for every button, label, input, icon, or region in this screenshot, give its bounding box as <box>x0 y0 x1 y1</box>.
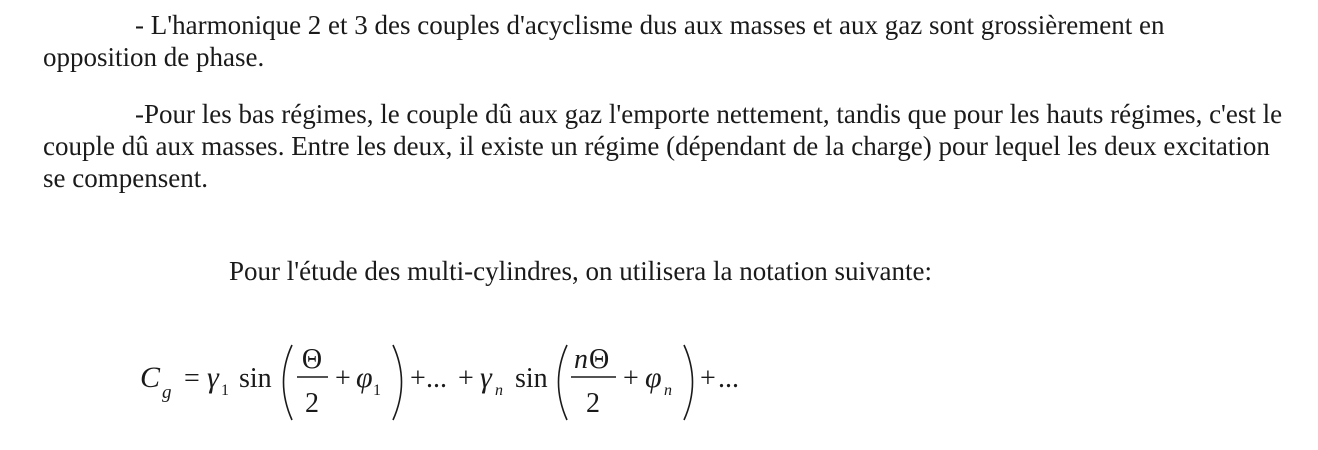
formula-right-paren-2 <box>684 345 693 420</box>
formula-plus-3: + <box>458 363 474 394</box>
formula-two-2: 2 <box>586 388 600 419</box>
paragraph-regimes <box>43 98 1283 194</box>
formula-sin-1: sin <box>239 363 272 394</box>
formula-left-paren-2 <box>559 345 568 420</box>
formula-sub-1: 1 <box>221 382 229 399</box>
formula-gamma-1: γ <box>207 361 219 394</box>
torque-formula-svg <box>140 340 780 430</box>
formula-C: C <box>140 361 161 394</box>
formula-phi-sub-1: 1 <box>373 382 381 399</box>
formula-phi-1: φ <box>356 361 373 394</box>
formula-sin-2: sin <box>515 363 548 394</box>
formula-left-paren-1 <box>284 345 293 420</box>
formula-phi-sub-n: n <box>664 382 672 399</box>
formula-two-1: 2 <box>305 388 319 419</box>
paragraph-harmonique <box>43 9 1283 73</box>
formula-gamma-n: γ <box>480 361 492 394</box>
formula-plus-4: + <box>623 363 639 394</box>
formula-right-paren-1 <box>393 345 402 420</box>
formula-phi-n: φ <box>645 361 662 394</box>
formula-plus-2: + <box>410 363 426 394</box>
formula-n: n <box>574 344 588 375</box>
formula-plus-1: + <box>335 363 351 394</box>
formula-theta-2: Θ <box>589 344 610 375</box>
torque-formula <box>140 340 780 430</box>
formula-plus-5: + <box>700 363 716 394</box>
paragraph-regimes-text: -Pour les bas régimes, le couple dû aux gaz l'emporte nettement, tandis que pour les hauts régimes, c'est le couple dû aux masses. Entre les deux, il existe un régime (dépendant de la charge) pour lequel les deux excitation se compensent. <box>43 99 1283 193</box>
notation-intro: Pour l'étude des multi-cylindres, on utilisera la notation suivante: <box>229 256 932 286</box>
paragraph-harmonique-text: - L'harmonique 2 et 3 des couples d'acyclisme dus aux masses et aux gaz sont grossièrement en opposition de phase. <box>43 10 1165 72</box>
formula-dots-1: ... <box>426 363 447 394</box>
formula-sub-n: n <box>495 382 503 399</box>
formula-dots-2: ... <box>718 363 739 394</box>
formula-sub-g: g <box>162 382 172 403</box>
formula-equals: = <box>184 363 200 394</box>
formula-theta-1: Θ <box>301 344 323 375</box>
